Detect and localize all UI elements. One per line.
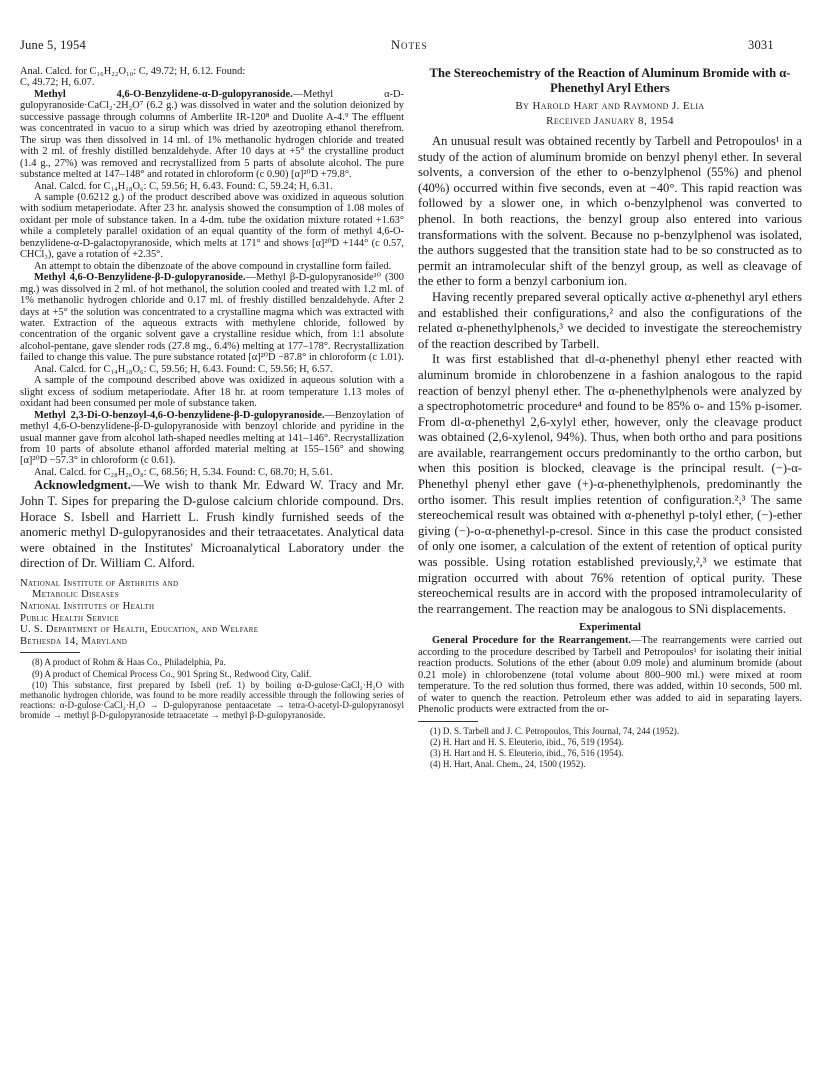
running-header-date: June 5, 1954 bbox=[20, 38, 86, 52]
compound-heading: Methyl 4,6-O-Benzylidene-β-D-gulopyranoside. bbox=[34, 272, 246, 284]
left-column bbox=[20, 66, 404, 722]
affiliation-line: U. S. Department of Health, Education, and Welfare bbox=[20, 624, 259, 636]
acknowledgment-text: —We wish to thank Mr. Edward W. Tracy and Mr. John T. Sipes for preparing the D-gulose calcium chloride compound. Drs. Horace S. Isbell and Harriett L. Frush kindly furnished seeds of the anomeric methyl D-gulopyranosides and their tetraacetates. Analytical data were obtained in the Institutes' Microanalytical Laboratory under the direction of Dr. William C. Alford. bbox=[20, 478, 404, 571]
footnote-4: (4) H. Hart, Anal. Chem., 24, 1500 (1952). bbox=[430, 759, 586, 770]
body-paragraph-1: An unusual result was obtained recently by Tarbell and Petropoulos¹ in a study of the action of aluminum bromide on benzyl phenyl ether. In several solvents, a conversion of the ether to o-benzylphenol (55%) and phenol (40%) occurred within five seconds, even at −40°. This rapid reaction was followed by a slower one, in which o-benzylphenol was converted to phenol. In both reactions, the benzyl group also entered into various transformations with the solvent. Because no p-benzylphenol was isolated, the authors suggested that the transition state had to be so constructed as to permit an intramolecular shift of the benzyl group, as well as cleavage of the ether to form a benzyl carbonium ion. bbox=[418, 134, 802, 289]
analysis-paragraph: Anal. Calcd. for C₂₈H₂₆O₈: C, 68.56; H, 5.34. Found: C, 68.70; H, 5.61. bbox=[34, 466, 333, 478]
experimental-heading: Experimental bbox=[579, 622, 641, 634]
footnote-9: (9) A product of Chemical Process Co., 901 Spring St., Redwood City, Calif. bbox=[32, 668, 312, 679]
paragraph-text: —Benzoylation of methyl 4,6-O-benzylidene-β-D-gulopyranoside with benzoyl chloride and pyridine in the usual manner gave from alcohol lath-shaped needles melting at 141–146°. Recrystallization from 10 parts of absolute ethanol afforded material melting at 155–156° and showing [α]²⁰D −57.3° in chloroform (c 0.61). bbox=[20, 409, 404, 467]
acknowledgment-paragraph bbox=[20, 478, 404, 572]
article-title: The Stereochemistry of the Reaction of Aluminum Bromide with α-Phenethyl Aryl Ethers bbox=[429, 66, 791, 95]
page-number: 3031 bbox=[748, 38, 774, 52]
acknowledgment-heading: Acknowledgment. bbox=[34, 478, 131, 493]
footnote-divider bbox=[20, 652, 80, 653]
periodate-paragraph: A sample of the compound described above was oxidized in aqueous solution with a slight excess of sodium metaperiodate. After 18 hr. at room temperature 1.13 moles of oxidant had been consumed per mole of substance taken. bbox=[20, 375, 404, 410]
compound-heading: Methyl 2,3-Di-O-benzoyl-4,6-O-benzylidene-β-D-gulopyranoside. bbox=[34, 409, 325, 421]
footnote-2: (2) H. Hart and H. S. Eleuterio, ibid., 76, 519 (1954). bbox=[430, 736, 624, 747]
affiliation-line: Public Health Service bbox=[20, 612, 120, 624]
analysis-paragraph: Anal. Calcd. for C₁₄H₁₈O₆: C, 59.56; H, 6.43. Found: C, 59.24; H, 6.31. bbox=[34, 180, 333, 192]
paragraph-text: —Methyl α-D-gulopyranoside·CaCl₂·2H₂O⁷ (6.2 g.) was dissolved in water and the solution deionized by successive passage through columns of Amberlite IR-120⁸ and Duolite A-4.⁹ The effluent was concentrated in vacuo to a sirup which was dried by azeotroping ethanol therefrom. The sirup was then dissolved in 14 ml. of 1% methanolic hydrogen chloride and treated with 2 ml. of freshly distilled benzaldehyde. After 10 days at +5° the crystalline product (1.4 g., 27%) was removed and recrystallized from 5 parts of absolute alcohol. The pure substance melted at 147–148° and rotated in chloroform (c 0.90) [α]²⁰D +79.8°. bbox=[20, 88, 404, 181]
oxidation-paragraph: A sample (0.6212 g.) of the product described above was oxidized in aqueous solution with sodium metaperiodate. After 23 hr. analysis showed the consumption of 1.08 moles of oxidant per mole of substance taken. In a 4-dm. tube the oxidation mixture rotated +1.63° while a completely parallel oxidation of an equal quantity of the form of methyl 4,6-O-benzylidene-α-D-galactopyranoside, which melts at 171° and shows [α]²⁰D +144° (c 0.57, CHCl₃), gave a rotation of +2.35°. bbox=[20, 191, 404, 261]
paragraph-alpha-benzylidene bbox=[20, 89, 404, 181]
footnote-3: (3) H. Hart and H. S. Eleuterio, ibid., 76, 516 (1954). bbox=[430, 747, 624, 758]
footnote-8: (8) A product of Rohm & Haas Co., Philadelphia, Pa. bbox=[32, 657, 226, 668]
affiliation-line: National Institute of Arthritis and bbox=[20, 577, 179, 589]
right-column bbox=[418, 66, 802, 770]
received-date: Received January 8, 1954 bbox=[546, 115, 674, 127]
procedure-heading: General Procedure for the Rearrangement. bbox=[432, 635, 632, 647]
affiliation-line: Bethesda 14, Maryland bbox=[20, 635, 128, 647]
affiliation-line: Metabolic Diseases bbox=[32, 589, 119, 601]
affiliation-block bbox=[20, 578, 404, 648]
article-authors: By Harold Hart and Raymond J. Elia bbox=[515, 100, 705, 112]
analysis-line-1: Anal. Calcd. for C₁₆H₂₂O₁₀: C, 49.72; H, 6.12. Found: bbox=[20, 66, 246, 77]
paragraph-dibenzoyl bbox=[20, 410, 404, 467]
experimental-paragraph bbox=[418, 635, 802, 715]
footnote-1: (1) D. S. Tarbell and J. C. Petropoulos, This Journal, 74, 244 (1952). bbox=[430, 725, 680, 736]
paragraph-beta-benzylidene bbox=[20, 272, 404, 364]
analysis-paragraph: Anal. Calcd. for C₁₄H₁₈O₆: C, 59.56; H, 6.43. Found: C, 59.56; H, 6.57. bbox=[34, 363, 333, 375]
running-header-section: Notes bbox=[391, 38, 428, 52]
body-paragraph-2: Having recently prepared several optically active α-phenethyl aryl ethers and established their configurations,² and also the configurations of the related α-phenethylphenols,³ we decided to investigate the stereochemistry of the reaction described by Tarbell. bbox=[418, 289, 802, 351]
procedure-text: —The rearrangements were carried out according to the procedure described by Tarbell and Petropoulos¹ for isolating their initial reaction products. Solutions of the ether (about 0.09 mole) and aluminum bromide (about 0.21 mole) in chlorobenzene (total volume about 800–900 ml.) were mixed at room temperature. To the red solution thus formed, there was added, within 10 seconds, 500 ml. of water to quench the reaction. Petroleum ether was added to aid in separating layers. Phenolic products were extracted from the or- bbox=[418, 635, 802, 716]
analysis-line-2: C, 49.72; H, 6.07. bbox=[20, 77, 95, 89]
footnote-divider bbox=[418, 721, 478, 722]
paragraph-text: —Methyl β-D-gulopyranoside¹⁰ (300 mg.) was dissolved in 2 ml. of hot methanol, the solution cooled and treated with 1.2 ml. of 1% methanolic hydrogen chloride and 0.17 ml. of freshly distilled benzaldehyde. After 2 days at +5° the solution was concentrated to a crystalline magma which was extracted with water. Extraction of the aqueous extracts with methylene chloride, followed by concentration of the organic solvent gave a crystalline residue which, from 1:1 absolute alcohol-pentane, gave slender rods (27.8 mg., 6.4%) melting at 177–178°. Recrystallization failed to change this value. The pure substance rotated [α]²⁰D −87.8° in chloroform (c 1.01). bbox=[20, 272, 404, 364]
footnote-10: (10) This substance, first prepared by Isbell (ref. 1) by boiling α-D-gulose·CaCl₂·H₂O with methanolic hydrogen chloride, was found to be more readily accessible through the following series of reactions: α-D-gulose·CaCl₂·H₂O → D-gulopyranose pentaacetate → tetra-O-acetyl-D-gulopyranosyl bromide → methyl β-D-gulopyranoside tetraacetate → methyl β-D-gulopyranoside. bbox=[20, 679, 404, 721]
compound-heading: Methyl 4,6-O-Benzylidene-α-D-gulopyranoside. bbox=[34, 88, 293, 100]
body-paragraph-3: It was first established that dl-α-phenethyl phenyl ether reacted with aluminum bromide in chlorobenzene in a fashion analogous to the rapid reaction of benzyl phenyl ether. The α-phenethylphenols were analyzed by a spectrophotometric procedure⁴ and found to be 85% o- and 15% p-isomer. From dl-α-phenethyl 2,6-xylyl ether, however, only the cleavage product was obtained (2,6-xylenol, 94%). Thus, when both ortho and para positions are available, rearrangement occurs predominantly to the ortho carbon, but when this position is blocked, cleavage is the principal result. (−)-α-Phenethyl phenyl ether gave (+)-α-phenethylphenols, predominantly the ortho isomer. This result implies retention of configuration.²,³ The same stereochemical result was obtained with α-phenethyl p-tolyl ether, (−)-ether giving (−)-o-α-phenethyl-p-cresol. Since in this case the product consisted of only one isomer, a calculation of the extent of retention of optical purity was possible. Using rotation established previously,²,³ we estimate that migration occurred with about 76% retention of optical purity. These stereochemical results are in accord with the proposed intramolecularity of the rearrangement. The reaction may be analogous to SNi displacements. bbox=[418, 352, 802, 616]
affiliation-line: National Institutes of Health bbox=[20, 601, 155, 613]
dibenzoate-paragraph: An attempt to obtain the dibenzoate of the above compound in crystalline form failed. bbox=[34, 260, 392, 272]
